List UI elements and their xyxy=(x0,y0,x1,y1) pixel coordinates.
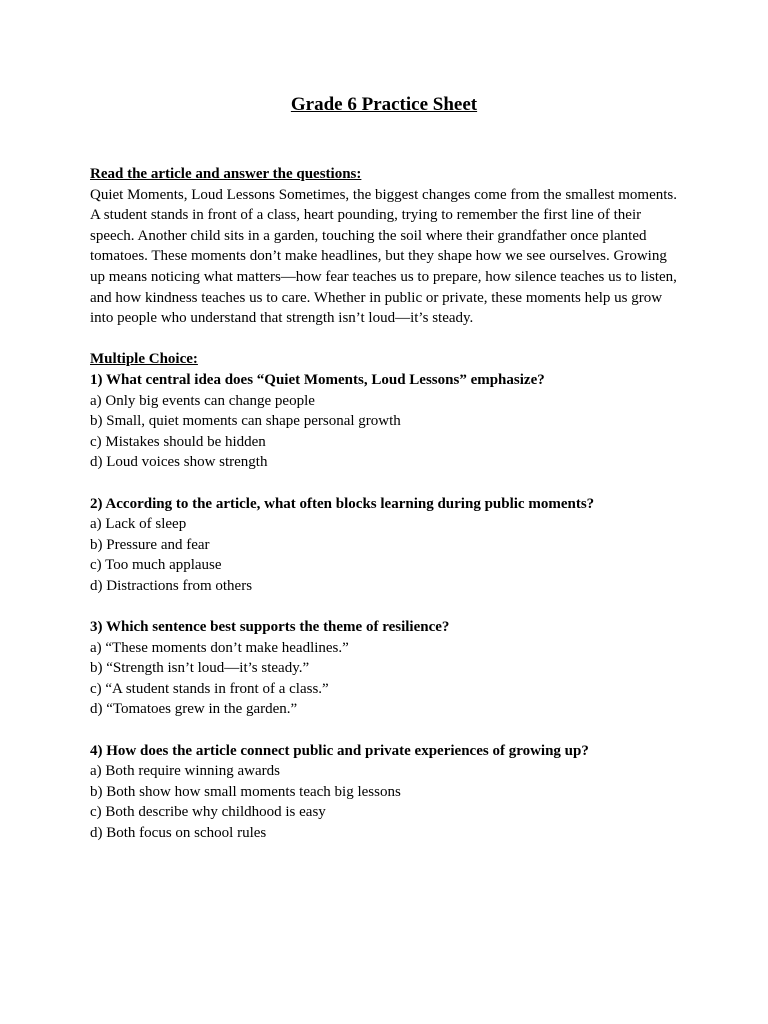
answer-option: c) Mistakes should be hidden xyxy=(90,433,266,450)
spacer xyxy=(90,329,682,350)
multiple-choice-heading: Multiple Choice: xyxy=(90,351,198,368)
answer-option: b) Small, quiet moments can shape personal growth xyxy=(90,413,401,430)
spacer xyxy=(90,720,682,741)
answer-option: b) Pressure and fear xyxy=(90,536,210,553)
reading-heading: Read the article and answer the questions: xyxy=(90,166,362,182)
answer-option: a) “These moments don’t make headlines.” xyxy=(90,639,349,656)
question-text: 2) According to the article, what often blocks learning during public moments? xyxy=(90,495,595,512)
answer-option: b) Both show how small moments teach big lessons xyxy=(90,783,401,800)
answer-option: d) Both focus on school rules xyxy=(90,825,267,841)
question-block-1 xyxy=(90,370,682,473)
answer-option: c) Both describe why childhood is easy xyxy=(90,804,326,821)
answer-option: d) “Tomatoes grew in the garden.” xyxy=(90,701,298,718)
answer-option: a) Only big events can change people xyxy=(90,392,315,409)
article-text: Quiet Moments, Loud Lessons Sometimes, the biggest changes come from the smallest moments. A student stands in front of a class, heart pounding, trying to remember the first line of their speech. Another child sits in a garden, touching the soil where their grandfather once planted tomatoes. These moments don’t make headlines, but they shape how we see ourselves. Growing up means noticing what matters—how fear teaches us to prepare, how silence teaches us to listen, and how kindness teaches us to care. Whether in public or private, these moments help us grow into people who understand that strength isn’t loud—it’s steady. xyxy=(90,186,677,327)
question-text: 3) Which sentence best supports the theme of resilience? xyxy=(90,619,450,636)
answer-option: c) Too much applause xyxy=(90,557,222,574)
worksheet-content xyxy=(90,164,682,844)
answer-option: a) Both require winning awards xyxy=(90,763,280,780)
question-block-3 xyxy=(90,617,682,720)
spacer xyxy=(90,473,682,494)
question-block-4 xyxy=(90,741,682,844)
page-title: Grade 6 Practice Sheet xyxy=(290,94,478,115)
question-text: 1) What central idea does “Quiet Moments, Loud Lessons” emphasize? xyxy=(90,371,545,388)
question-text: 4) How does the article connect public and private experiences of growing up? xyxy=(90,742,589,759)
answer-option: c) “A student stands in front of a class.” xyxy=(90,680,329,697)
answer-option: b) “Strength isn’t loud—it’s steady.” xyxy=(90,660,310,677)
spacer xyxy=(90,596,682,617)
answer-option: d) Loud voices show strength xyxy=(90,454,268,471)
answer-option: a) Lack of sleep xyxy=(90,516,187,533)
answer-option: d) Distractions from others xyxy=(90,577,253,594)
question-block-2 xyxy=(90,494,682,597)
